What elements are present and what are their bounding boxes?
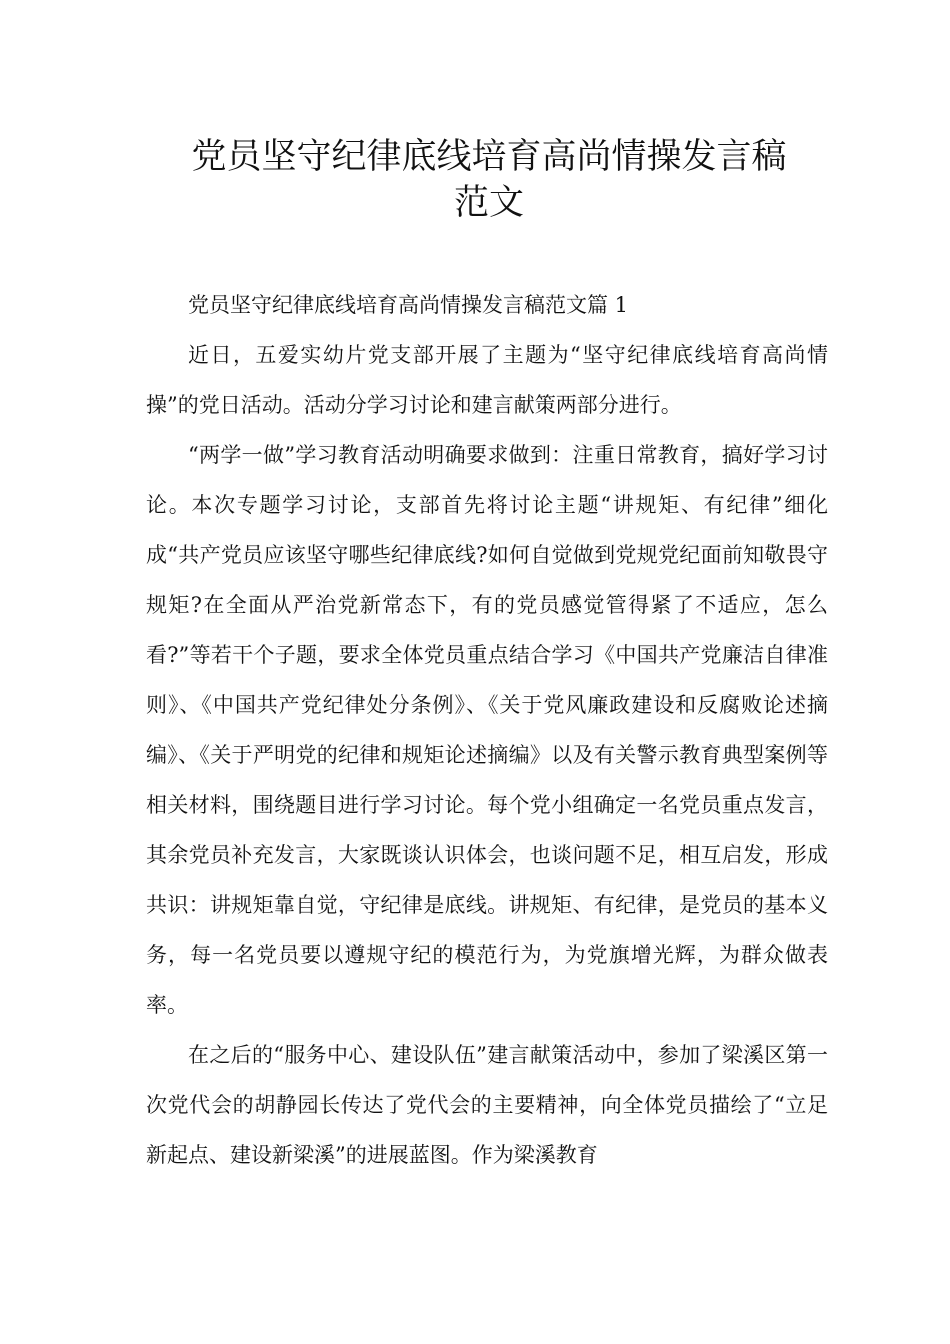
paragraph-1: 近日，五爱实幼片党支部开展了主题为“坚守纪律底线培育高尚情操”的党日活动。活动分学习讨论和建言献策两部分进行。 [146,343,828,417]
document-body [146,280,828,1180]
paragraph-2: “两学一做”学习教育活动明确要求做到：注重日常教育，搞好学习讨论。本次专题学习讨论，支部首先将讨论主题“讲规矩、有纪律”细化成“共产党员应该坚守哪些纪律底线?如何自觉做到党规党纪面前知敬畏守规矩?在全面从严治党新常态下，有的党员感觉管得紧了不适应，怎么看?”等若干个子题，要求全体党员重点结合学习《中国共产党廉洁自律准则》、《中国共产党纪律处分条例》、《关于党风廉政建设和反腐败论述摘编》、《关于严明党的纪律和规矩论述摘编》以及有关警示教育典型案例等相关材料，围绕题目进行学习讨论。每个党小组确定一名党员重点发言，其余党员补充发言，大家既谈认识体会，也谈问题不足，相互启发，形成共识：讲规矩靠自觉，守纪律是底线。讲规矩、有纪律，是党员的基本义务，每一名党员要以遵规守纪的模范行为，为党旗增光辉，为群众做表率。 [146,443,828,1017]
section-heading: 党员坚守纪律底线培育高尚情操发言稿范文篇 1 [188,293,629,317]
document-title [146,134,828,226]
paragraph-3: 在之后的“服务中心、建设队伍”建言献策活动中，参加了梁溪区第一次党代会的胡静园长传达了党代会的主要精神，向全体党员描绘了“立足新起点、建设新梁溪”的进展蓝图。作为梁溪教育 [146,1043,828,1167]
title-line-2: 范文 [453,183,524,223]
title-line-1: 党员坚守纪律底线培育高尚情操发言稿 [191,137,787,177]
